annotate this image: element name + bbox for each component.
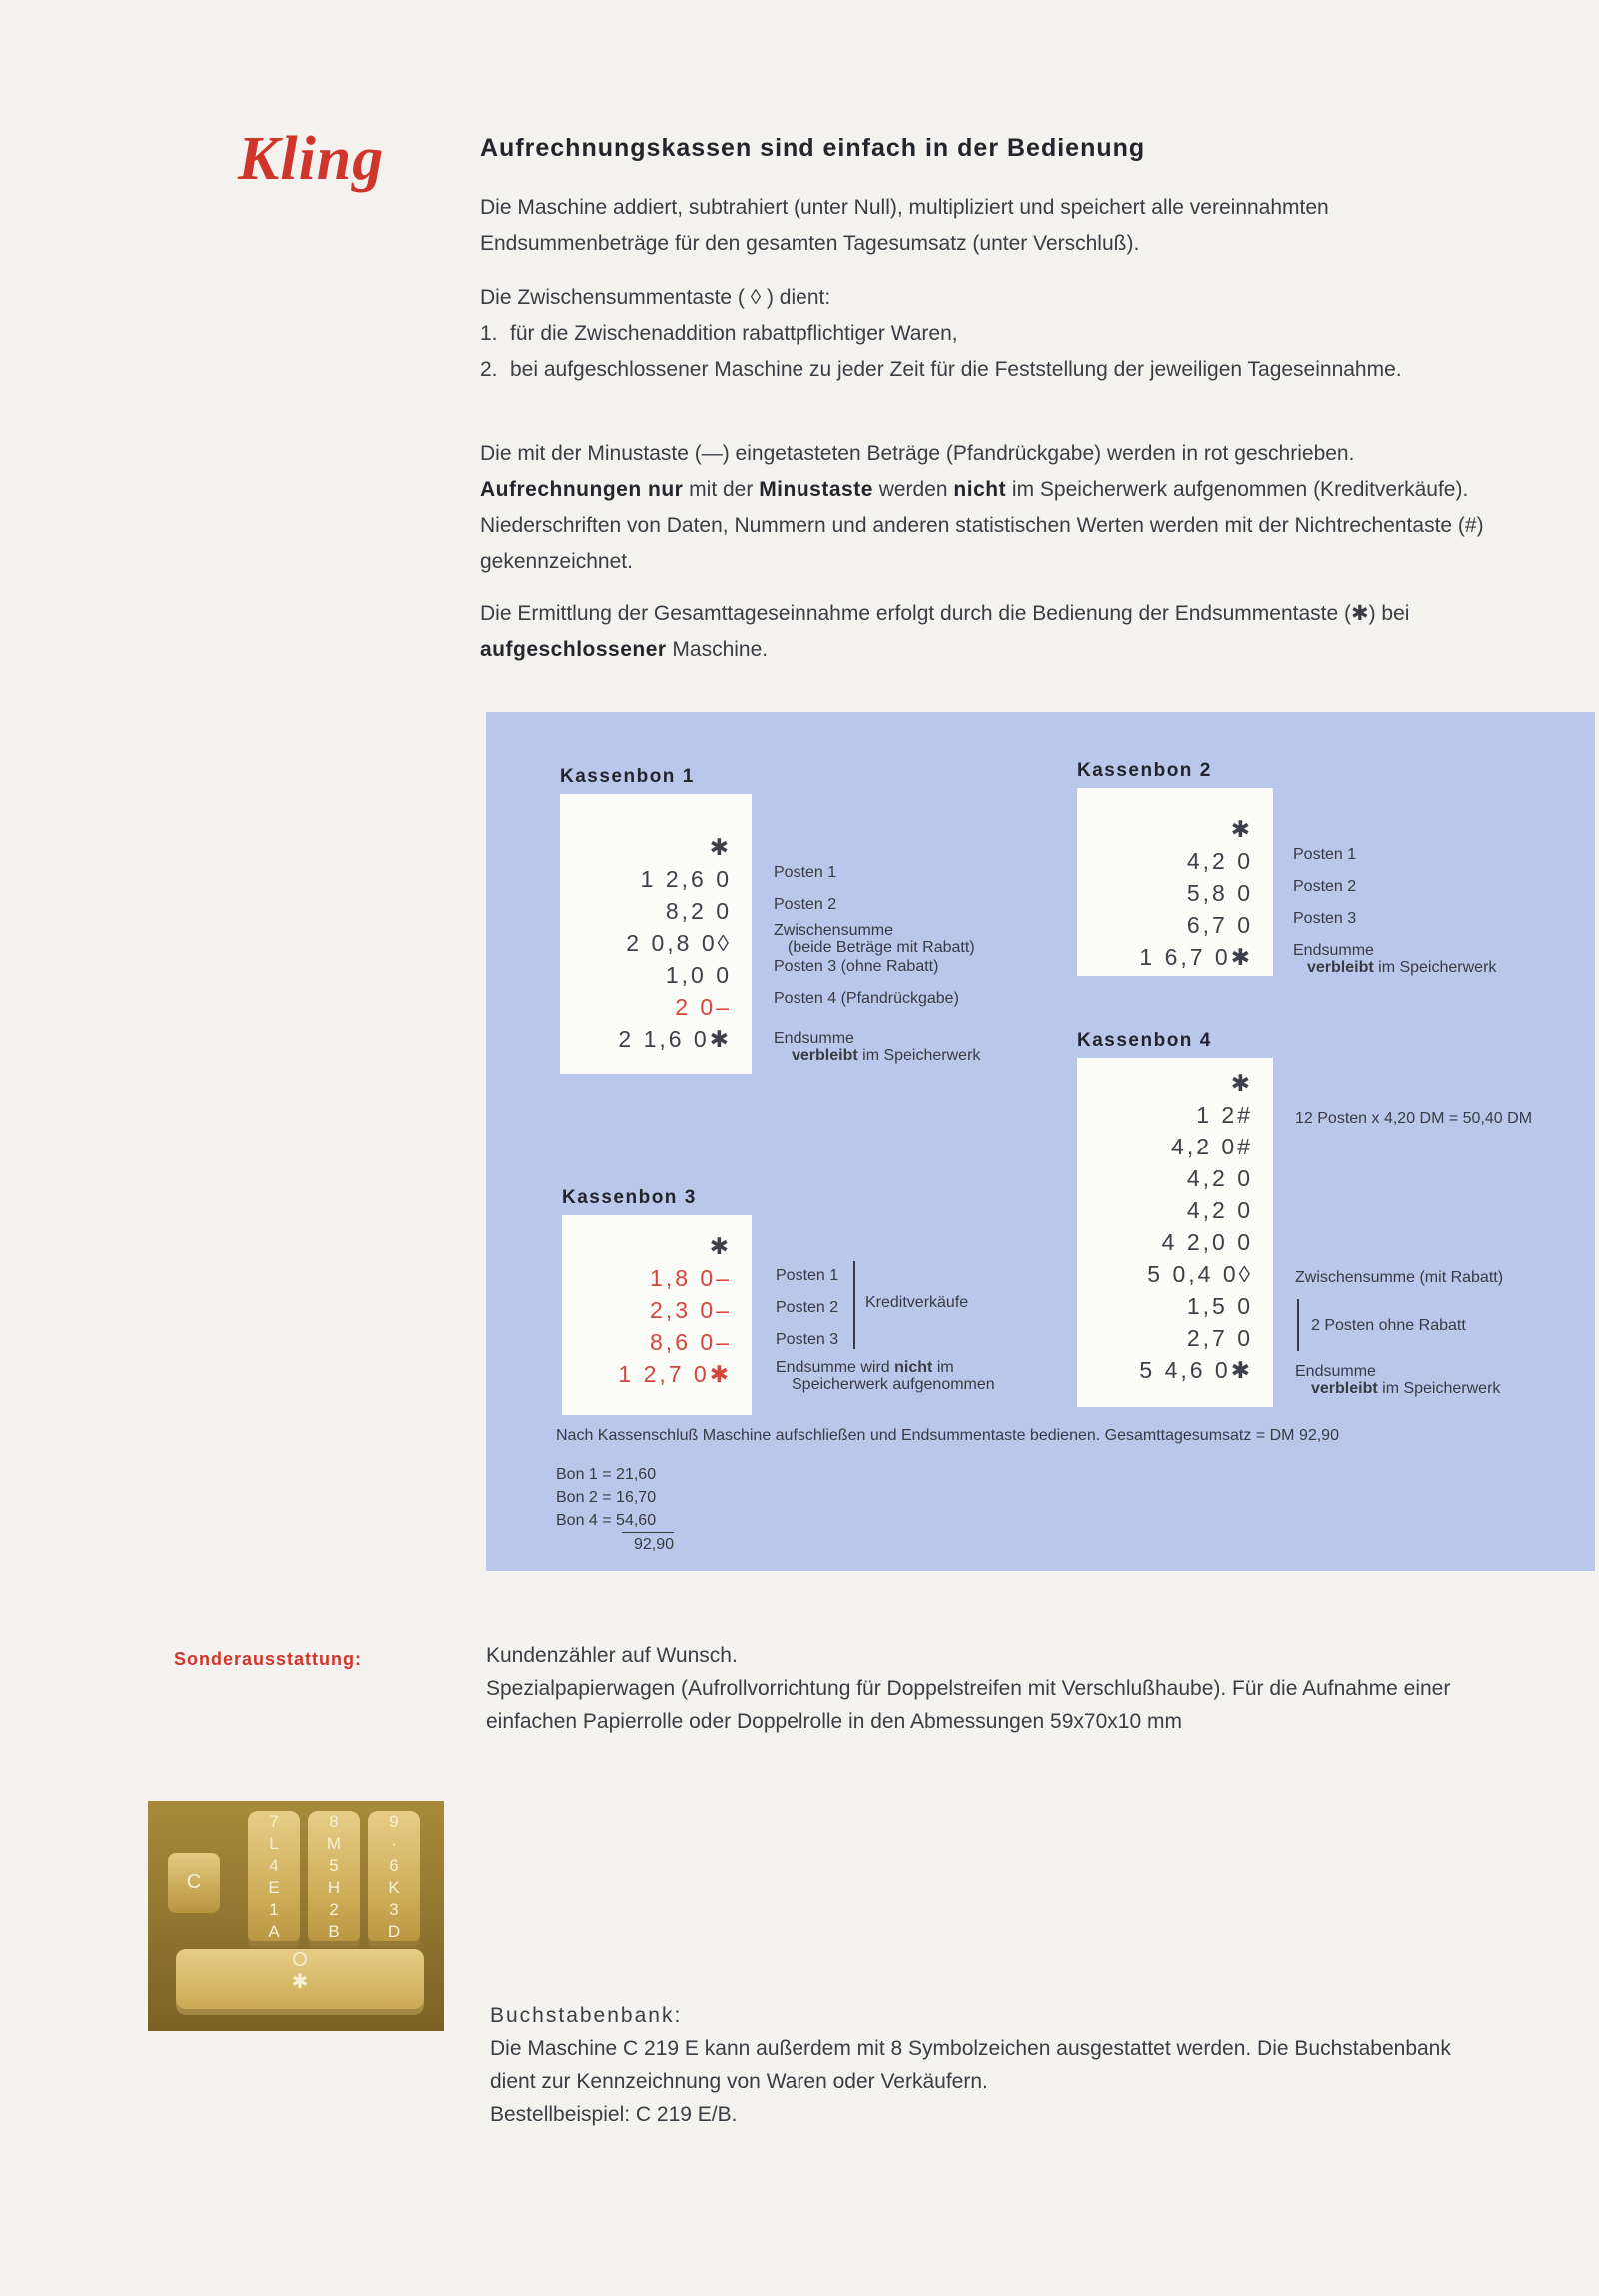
key-label: D [387, 1922, 401, 1941]
key-column-7-4-1 [248, 1811, 300, 1947]
receipt-line: ✱ [709, 1233, 732, 1259]
list-number: 2. [480, 358, 498, 381]
emphasis: Aufrechnungen nur [480, 478, 684, 501]
key-label: 7 [269, 1812, 279, 1831]
list-text: für die Zwischenaddition rabattpflichtiger Waren, [510, 322, 958, 345]
intro-paragraph-3 [480, 436, 1484, 580]
receipt-line: 5 0,4 0◊ [1147, 1261, 1253, 1287]
buchstabenbank-section [490, 1999, 1499, 2131]
keypad-photo [148, 1801, 444, 2031]
kassenbon-1-slip [560, 794, 752, 1074]
key-label: · [391, 1834, 397, 1853]
note [1307, 959, 1496, 976]
bracket [1297, 1299, 1305, 1351]
text-run: werden [872, 478, 954, 501]
note: Posten 4 (Pfandrückgabe) [774, 990, 959, 1007]
text-run: mit der [683, 478, 760, 501]
receipt-line: 6,7 0 [1186, 912, 1253, 938]
receipt-line: 5 4,6 0✱ [1139, 1357, 1253, 1383]
text-run: Die Ermittlung der Gesamttageseinnahme erfolgt durch die Bedienung der Endsummentaste (✱) bei [480, 602, 1410, 625]
note: Speicherwerk aufgenommen [792, 1376, 995, 1393]
key-label: 8 [329, 1812, 339, 1831]
note: Posten 1 [774, 864, 837, 881]
intro-paragraph-2 [480, 280, 1484, 388]
key-c: C [168, 1853, 220, 1913]
buchstabenbank-text: Die Maschine C 219 E kann außerdem mit 8 Symbolzeichen ausgestattet werden. Die Buchstabenbank dient zur Kennzeichnung von Waren oder Verkäufern. [490, 2037, 1451, 2093]
key-label: ✱ [291, 1971, 309, 1993]
text-run: Maschine. [666, 638, 769, 661]
summary-calc [556, 1463, 674, 1556]
text-run: im Speicherwerk [857, 1047, 981, 1064]
emphasis: Minustaste [759, 478, 873, 501]
note: Posten 2 [774, 896, 837, 913]
summary-total: 92,90 [622, 1532, 674, 1556]
key-label: H [327, 1878, 341, 1897]
key-label: E [268, 1878, 280, 1897]
emphasis: verbleibt [792, 1047, 858, 1064]
key-label: 1 [269, 1900, 279, 1919]
emphasis: nicht [953, 478, 1007, 501]
note: Zwischensumme [774, 922, 894, 939]
receipt-line: 4,2 0 [1186, 848, 1253, 874]
list-number: 1. [480, 322, 498, 345]
list-item [480, 352, 1484, 388]
bestellbeispiel: Bestellbeispiel: C 219 E/B. [490, 2103, 738, 2126]
key-label: 2 [329, 1900, 339, 1919]
page-heading: Aufrechnungskassen sind einfach in der Bedienung [480, 134, 1146, 162]
kassenbon-3-title: Kassenbon 3 [562, 1187, 697, 1208]
receipt-line: 4,2 0# [1171, 1134, 1253, 1159]
receipt-line: 4,2 0 [1186, 1197, 1253, 1223]
minus-text: Die mit der Minustaste (—) eingetasteten Beträge (Pfandrückgabe) werden in rot geschrieben. [480, 442, 1355, 465]
kassenbon-3-slip [562, 1215, 752, 1415]
list-item [480, 316, 1484, 352]
note: Endsumme [774, 1030, 854, 1047]
key-column-9-6-3 [368, 1811, 420, 1947]
receipt-line: 2 1,6 0✱ [618, 1026, 732, 1052]
note: 12 Posten x 4,20 DM = 50,40 DM [1295, 1110, 1533, 1127]
note [792, 1047, 980, 1064]
note: Posten 2 [1293, 878, 1357, 895]
kassenbon-1-title: Kassenbon 1 [560, 766, 695, 787]
text-run: im Speicherwerk [1373, 959, 1497, 976]
note [776, 1359, 954, 1376]
text-run: im [932, 1359, 954, 1376]
bracket [847, 1261, 855, 1349]
receipt-line: 1 2# [1196, 1102, 1253, 1128]
extra-line: Spezialpapierwagen (Aufrollvorrichtung für Doppelstreifen mit Verschlußhaube). Für die Aufnahme einer einfachen Papierrolle oder Doppelrolle in den Abmessungen 59x70x10 mm [486, 1677, 1451, 1733]
note: Zwischensumme (mit Rabatt) [1295, 1269, 1504, 1286]
text-run: im Speicherwerk [1377, 1380, 1501, 1397]
summary-row: Bon 1 = 21,60 [556, 1466, 657, 1483]
receipt-line-red: 2 0– [675, 994, 732, 1020]
receipt-line: 1 2,6 0 [640, 866, 732, 892]
sonderausstattung-text [486, 1639, 1495, 1738]
summary-row: Bon 2 = 16,70 [556, 1489, 657, 1506]
kassenbon-4-slip [1077, 1058, 1273, 1407]
key-label: L [269, 1834, 279, 1853]
examples-panel [486, 712, 1595, 1571]
note: (beide Beträge mit Rabatt) [788, 939, 975, 956]
receipt-line: 5,8 0 [1186, 880, 1253, 906]
receipt-line: 1,0 0 [665, 962, 732, 988]
intro-paragraph-4 [480, 596, 1484, 668]
key-label: 3 [389, 1900, 399, 1919]
note [1311, 1380, 1500, 1397]
receipt-line-red: 1 2,7 0✱ [618, 1361, 732, 1387]
key-zero [176, 1949, 424, 2015]
list-text: bei aufgeschlossener Maschine zu jeder Zeit für die Feststellung der jeweiligen Tageseinnahme. [510, 358, 1402, 381]
extra-line: Kundenzähler auf Wunsch. [486, 1644, 738, 1667]
key-column-8-5-2 [308, 1811, 360, 1947]
key-label: B [328, 1922, 340, 1941]
receipt-line: 2 0,8 0◊ [626, 930, 732, 956]
key-label: A [268, 1922, 280, 1941]
kassenbon-2-slip [1077, 788, 1273, 976]
emphasis: nicht [894, 1359, 933, 1376]
kling-logo: Kling [238, 125, 385, 193]
receipt-line: ✱ [709, 834, 732, 860]
kassenbon-4-title: Kassenbon 4 [1077, 1030, 1212, 1051]
key-label: 6 [389, 1856, 399, 1875]
receipt-line-red: 8,6 0– [650, 1329, 732, 1355]
note: Posten 1 [776, 1267, 839, 1284]
emphasis: aufgeschlossener [480, 638, 667, 661]
summary-line: Nach Kassenschluß Maschine aufschließen und Endsummentaste bedienen. Gesamttagesumsatz = DM 92,90 [556, 1427, 1339, 1444]
emphasis: verbleibt [1307, 959, 1374, 976]
zwischensumme-lead: Die Zwischensummentaste ( ◊ ) dient: [480, 286, 831, 309]
note: Posten 2 [776, 1299, 839, 1316]
note: Posten 3 [1293, 910, 1357, 927]
key-label: K [388, 1878, 400, 1897]
receipt-line: 1 6,7 0✱ [1139, 944, 1253, 970]
receipt-line: 8,2 0 [665, 898, 732, 924]
note: Endsumme [1295, 1363, 1376, 1380]
key-label: O [292, 1949, 308, 1971]
key-label: 9 [389, 1812, 399, 1831]
receipt-line-red: 2,3 0– [650, 1297, 732, 1323]
note: Posten 3 (ohne Rabatt) [774, 958, 939, 975]
receipt-line: 4 2,0 0 [1161, 1229, 1253, 1255]
emphasis: verbleibt [1311, 1380, 1378, 1397]
key-label: 5 [329, 1856, 339, 1875]
key-label: M [326, 1834, 342, 1853]
intro-paragraph-1: Die Maschine addiert, subtrahiert (unter Null), multipliziert und speichert alle vereinnahmten Endsummenbeträge für den gesamten Tagesumsatz (unter Verschluß). [480, 196, 1329, 255]
note: Endsumme [1293, 942, 1374, 959]
text-run: Endsumme wird [776, 1359, 895, 1376]
note: Kreditverkäufe [865, 1294, 969, 1311]
receipt-line-red: 1,8 0– [650, 1265, 732, 1291]
sonderausstattung-label: Sonderausstattung: [174, 1649, 363, 1669]
summary-row: Bon 4 = 54,60 [556, 1512, 657, 1529]
receipt-line: 2,7 0 [1186, 1325, 1253, 1351]
receipt-line: 1,5 0 [1186, 1293, 1253, 1319]
note: 2 Posten ohne Rabatt [1311, 1317, 1466, 1334]
receipt-line: 4,2 0 [1186, 1165, 1253, 1191]
receipt-line: ✱ [1230, 1070, 1253, 1096]
kassenbon-2-title: Kassenbon 2 [1077, 760, 1212, 781]
key-label: 4 [269, 1856, 279, 1875]
buchstabenbank-title: Buchstabenbank: [490, 2004, 683, 2027]
receipt-line: ✱ [1230, 816, 1253, 842]
note: Posten 1 [1293, 846, 1357, 863]
text-run: im Speicherwerk aufgenommen (Kreditverkäufe). Niederschriften von Daten, Nummern und anderen statistischen Werten werden mit der Nichtrechentaste (#) gekennzeichnet. [480, 478, 1484, 573]
note: Posten 3 [776, 1331, 839, 1348]
